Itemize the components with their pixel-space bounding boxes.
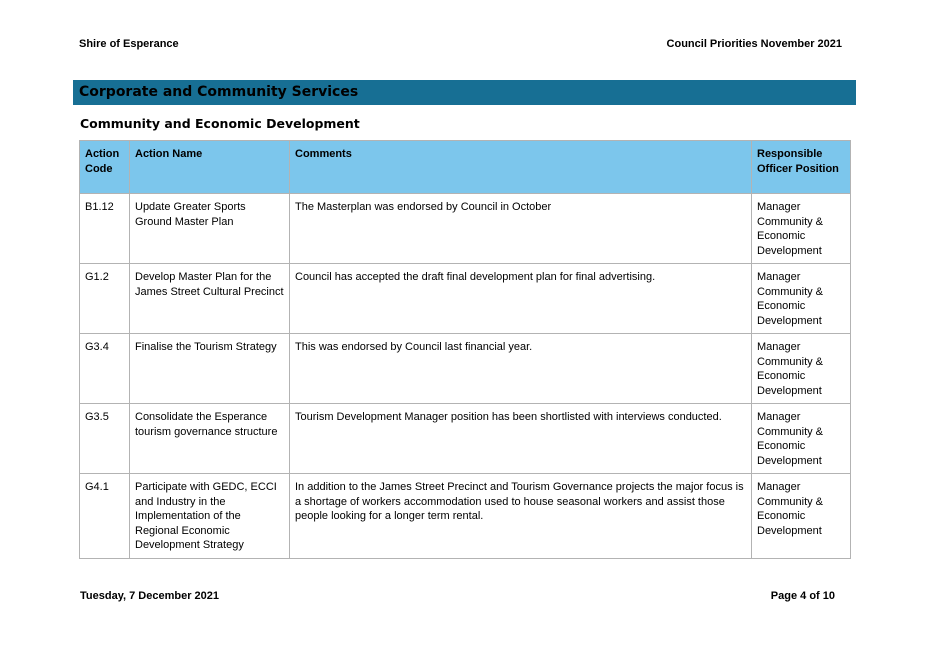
action-name-cell: Consolidate the Esperance tourism governance structure	[130, 404, 290, 474]
action-code-cell: G1.2	[80, 264, 130, 334]
column-header-comments: Comments	[290, 141, 752, 194]
officer-cell: Manager Community & Economic Development	[752, 194, 851, 264]
action-name-cell: Participate with GEDC, ECCI and Industry in the Implementation of the Regional Economic Development Strategy	[130, 474, 290, 559]
table-row	[80, 264, 851, 334]
action-name-cell: Finalise the Tourism Strategy	[130, 334, 290, 404]
organisation-name: Shire of Esperance	[79, 38, 179, 50]
report-title: Council Priorities November 2021	[666, 38, 842, 50]
action-code-cell: G3.4	[80, 334, 130, 404]
comments-cell: Tourism Development Manager position has been shortlisted with interviews conducted.	[290, 404, 752, 474]
comments-cell: In addition to the James Street Precinct and Tourism Governance projects the major focus is a shortage of workers accommodation used to house seasonal workers and assist those people looking for a longer term rental.	[290, 474, 752, 559]
officer-cell: Manager Community & Economic Development	[752, 264, 851, 334]
table-row	[80, 194, 851, 264]
officer-cell: Manager Community & Economic Development	[752, 334, 851, 404]
action-name-cell: Update Greater Sports Ground Master Plan	[130, 194, 290, 264]
subsection-heading: Community and Economic Development	[80, 116, 360, 131]
column-header-responsible-officer: Responsible Officer Position	[752, 141, 851, 194]
table-row	[80, 474, 851, 559]
report-date: Tuesday, 7 December 2021	[80, 590, 220, 602]
action-name-cell: Develop Master Plan for the James Street Cultural Precinct	[130, 264, 290, 334]
table-row	[80, 404, 851, 474]
action-code-cell: G4.1	[80, 474, 130, 559]
action-code-cell: G3.5	[80, 404, 130, 474]
page-number: Page 4 of 10	[770, 590, 835, 602]
comments-cell: Council has accepted the draft final development plan for final advertising.	[290, 264, 752, 334]
column-header-action-name: Action Name	[130, 141, 290, 194]
officer-cell: Manager Community & Economic Development	[752, 474, 851, 559]
officer-cell: Manager Community & Economic Development	[752, 404, 851, 474]
comments-cell: This was endorsed by Council last financial year.	[290, 334, 752, 404]
action-code-cell: B1.12	[80, 194, 130, 264]
table-header-row	[80, 141, 851, 194]
comments-cell: The Masterplan was endorsed by Council in October	[290, 194, 752, 264]
table-row	[80, 334, 851, 404]
actions-table	[79, 140, 851, 559]
column-header-action-code: Action Code	[80, 141, 130, 194]
section-banner: Corporate and Community Services	[73, 80, 856, 105]
